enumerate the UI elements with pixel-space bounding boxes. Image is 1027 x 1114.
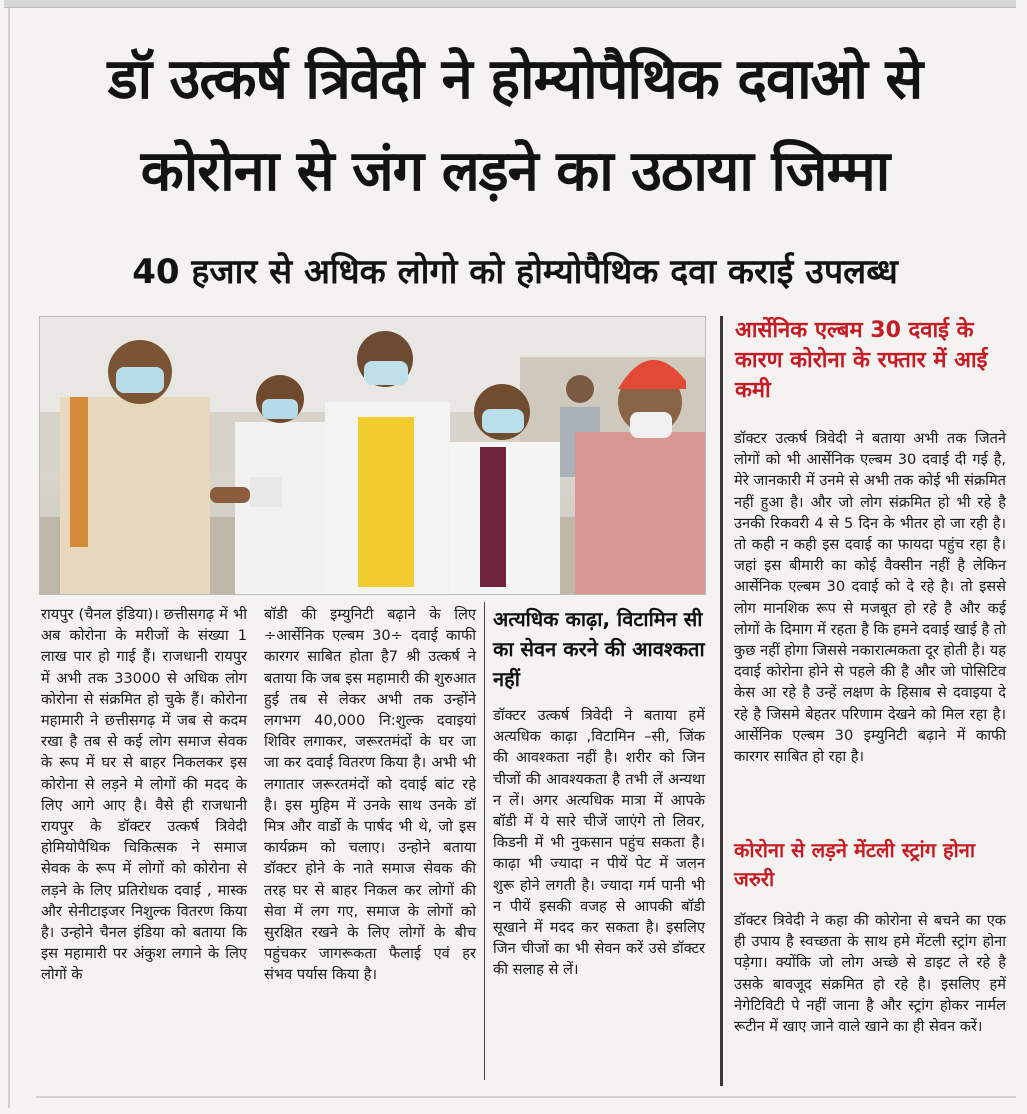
page-top-edge — [4, 0, 1016, 8]
news-photo — [39, 316, 706, 595]
main-story-column-2: बॉडी की इम्युनिटी बढ़ाने के लिए ÷आर्सेनिक एल्बम 30÷ दवाई काफी कारगर साबित होता है7 श्री उत्कर्ष ने बताया कि जब इस महामारी की शुरुआत हुई तब से लेकर अभी तक उन्होंने लगभग 40,000 नि:शुल्क दवाइयां शिविर लगाकर, जरूरतमंदों के घर जा जा कर दवाई वितरण किया है। अभी भी लगातार जरूरतमंदों को दवाई बांट रहे है। इस मुहिम में उनके साथ उनके डॉ मित्र और वार्डो के पार्षद भी थे, जो इस कार्यक्रम को चलाए। उन्होने बताया डॉक्टर होने के नाते समाज सेवक की तरह घर से बाहर निकल कर लोगों की सेवा में लग गए, समाज के लोगों को सुरक्षित रखने के लिए लोगों के बीच पहुंचकर जागरूकता फैलाई एवं हर संभव पर्यास किया है। — [264, 606, 476, 984]
headline-line-1: डॉ उत्कर्ष त्रिवेदी ने होम्योपैथिक दवाओ से — [107, 47, 923, 112]
arsenic-story-body: डॉक्टर उत्कर्ष त्रिवेदी ने बताया अभी तक जितने लोगों को भी आर्सेनिक एल्बम 30 दवाई दी गई है, मेरे जानकारी में उनमे से अभी तक कोई भी संक्रमित नहीं हुआ है। और जो लोग संक्रमित हो भी रहे है उनकी रिकवरी 4 से 5 दिन के भीतर हो जा रही है। तो कही न कही इस दवाई का फायदा पहुंच रहा है। जहां इस बीमारी का कोई वैक्सीन नहीं है लेकिन आर्सेनिक एल्बम 30 दवाई को दे रहे है। तो इससे लोग मानशिक रूप से मजबूत हो रहे है और कई लोगों के दिमाग में रहता है कि हमने दवाई खाई है तो कुछ नहीं होगा जिससे नकारात्मकता दूर होती है। यह दवाई कोरोना होने से पहले की है और जो पोसिटिव केस आ रहे है उन्हें लक्षण के हिसाब से दवाइया दे रहे है जिसमे बेहतर परिणाम देखने को मिल रहा है। आर्सेनिक एल्बम 30 इम्युनिटी बढ़ाने में काफी कारगर साबित हो रहा है। — [734, 430, 1006, 766]
main-story-column-1: रायपुर (चैनल इंडिया)। छत्तीसगढ़ में भी अब कोरोना के मरीजों के संख्या 1 लाख पार हो गाई हैं। राजधानी रायपुर में अभी तक 33000 से अधिक लोग कोरोना से संक्रमित हो चुके हैं। कोरोना महामारी ने छत्तीसगढ़ में जब से कदम रखा है तब से कई लोग समाज सेवक के रूप में घर से बाहर निकलकर इस कोरोना से लड़ने मे लोगों की मदद के लिए आगे आए है। वैसे ही राजधानी रायपुर के डॉक्टर उत्कर्ष त्रिवेदी होमियोपैथिक चिकित्सक ने समाज सेवक के रूप में लोगों को कोरोना से लड़ने के लिए प्रतिरोधक दवाई , मास्क और सेनीटाइजर निशुल्क वितरण किया है। उन्होने चैनल इंडिया को बताया कि इस महामारी पर अंकुश लगाने के लिए लोगों के — [41, 606, 247, 984]
headline — [20, 34, 1010, 218]
photo-illustration — [40, 317, 705, 594]
arsenic-story-heading: आर्सेनिक एल्बम 30 दवाई के कारण कोरोना के रफ्तार में आई कमी — [735, 318, 988, 403]
sidebar-divider — [720, 316, 723, 1086]
page-bottom-rule — [36, 1096, 1016, 1098]
column-divider — [484, 602, 485, 1080]
mental-story-heading: कोरोना से लड़ने मेंटली स्ट्रांग होना जरुरी — [734, 838, 976, 891]
mental-story-body: डॉक्टर त्रिवेदी ने कहा की कोरोना से बचने का एक ही उपाय है स्वच्छता के साथ हमे मेंटली स्ट्रांग होना पड़ेगा। क्योंकि जो लोग अच्छे से डाइट ले रहे है उसके बावजूद संक्रमित हो रहे है। इसलिए हमें नेगेटिविटी पे नहीं जाना है और स्ट्रांग होकर नार्मल रूटीन में खाए जाने वाले खाने का ही सेवन करें। — [734, 912, 1006, 1036]
page-left-edge — [8, 8, 10, 1108]
kadha-story-heading: अत्यधिक काढ़ा, विटामिन सी का सेवन करने की आवश्कता नहीं — [493, 607, 705, 691]
subheadline: 40 हजार से अधिक लोगो को होम्योपैथिक दवा कराई उपलब्ध — [132, 252, 898, 292]
headline-line-2: कोरोना से जंग लड़ने का उठाया जिम्मा — [140, 139, 890, 204]
kadha-story-body: डॉक्टर उत्कर्ष त्रिवेदी ने बताया हमें अत्यधिक काढ़ा ,विटामिन –सी, जिंक की आवश्कता नहीं है। शरीर को जिन चीजों की आवश्यकता है तभी लें अन्यथा न लें। अगर अत्यधिक मात्रा में आपके बॉडी में ये सारे चीजें जाएंगे तो लिवर, किडनी में भी नुकसान पहुंच सकता है। काढ़ा भी ज्यादा न पीयें पेट में जलन शुरू होने लगती है। ज्यादा गर्म पानी भी न पीयें इसकी वजह से आपकी बॉडी सूखाने में मदद कर सकता है। इसलिए जिन चीजों का भी सेवन करें उसे डॉक्टर की सलाह से लें। — [493, 707, 705, 979]
